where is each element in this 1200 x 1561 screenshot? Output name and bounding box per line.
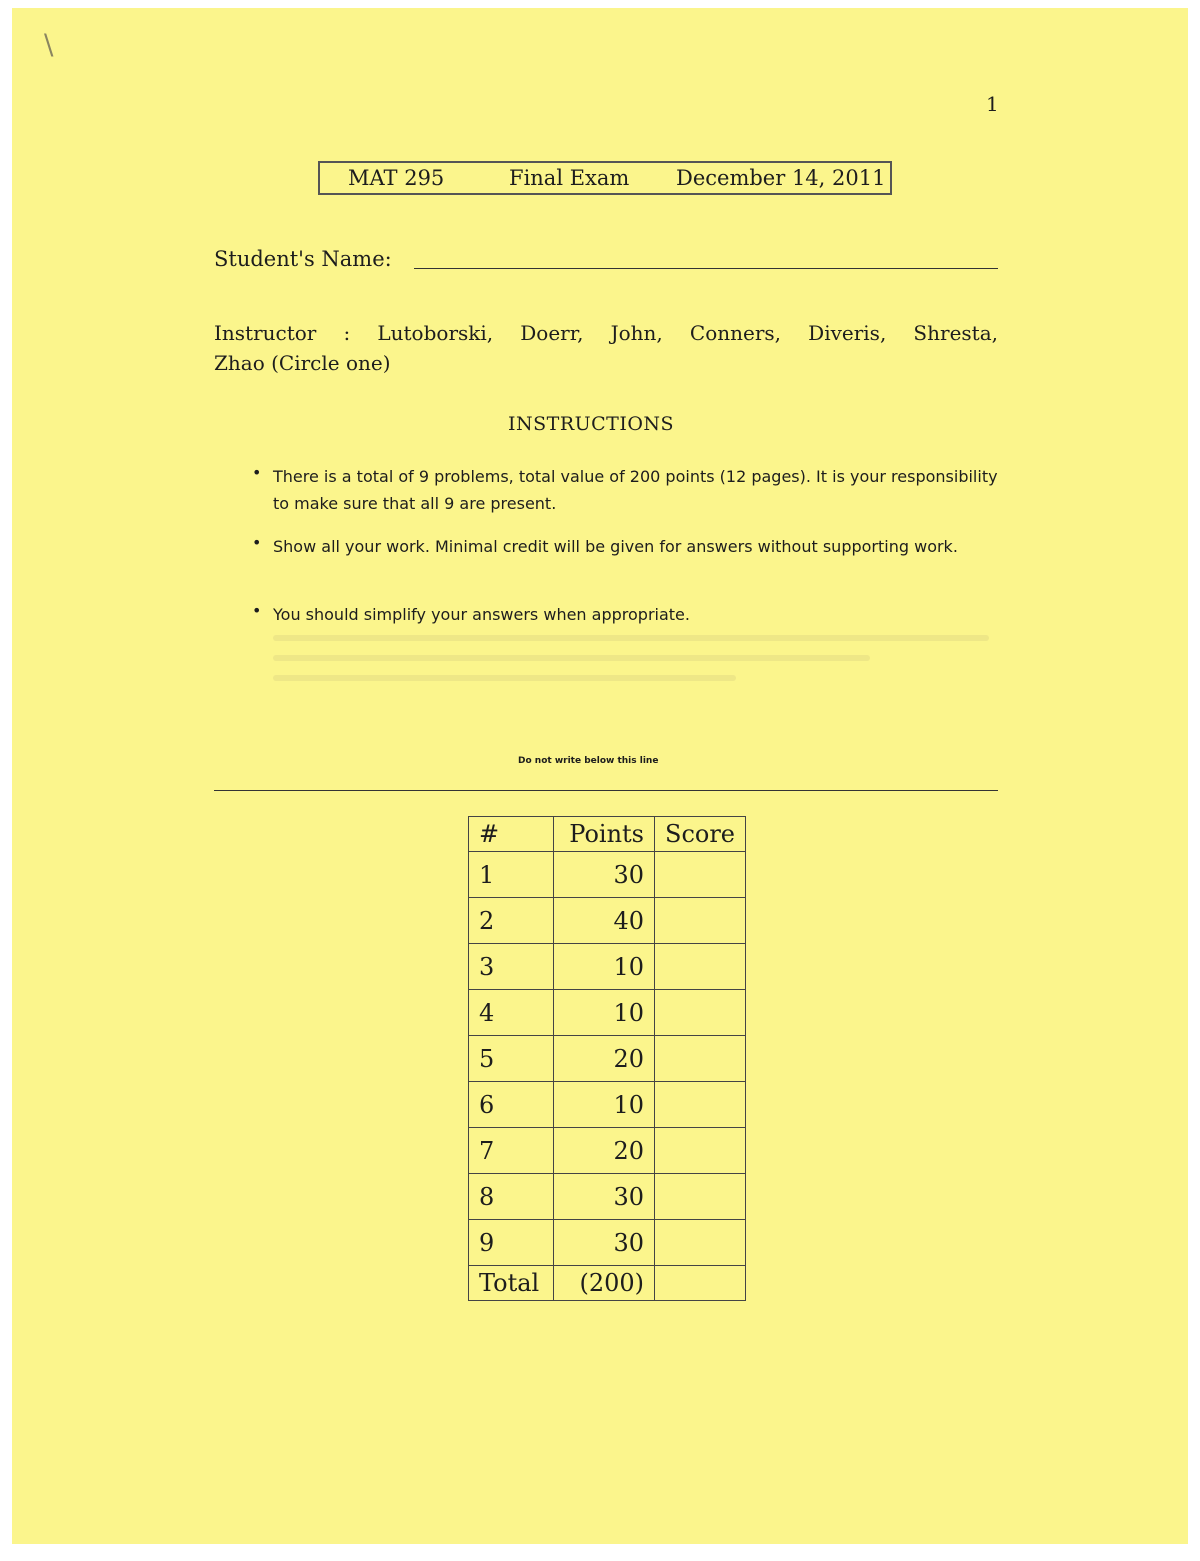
problem-score[interactable] [655,1082,746,1128]
erased-text-area [252,623,998,723]
problem-points: 10 [554,990,655,1036]
course-code: MAT 295 [348,166,445,190]
table-row-total [469,1266,746,1301]
problem-points: 30 [554,1174,655,1220]
header-score: Score [655,817,746,852]
problem-number: 2 [469,898,554,944]
bullet-icon: • [252,463,262,482]
do-not-write-note: Do not write below this line [518,756,659,766]
bullet-icon: • [252,533,262,552]
problem-number: 7 [469,1128,554,1174]
table-row [469,1036,746,1082]
table-row [469,944,746,990]
header-number: # [469,817,554,852]
problem-number: 1 [469,852,554,898]
header-points: Points [554,817,655,852]
problem-score[interactable] [655,944,746,990]
problem-points: 20 [554,1036,655,1082]
total-score[interactable] [655,1266,746,1301]
problem-number: 4 [469,990,554,1036]
bullet-icon: • [252,601,262,620]
problem-points: 20 [554,1128,655,1174]
exam-page: \ 1 MAT 295 Final Exam December 14, 2011 Student's Name: Instructor : Lutoborski, Doerr, John, Conners, Diveris, Shresta, Zhao (Circle one) INSTRUCTIONS • There is a total of 9 problems, total value of 200 points (12 pages). It is your responsibility to make sure that all 9 are present. • Show all your work. Minimal credit will be given for answers without supporting work. • You should simplify your answers when appropriate. Do not write below this line # Points Score 1 30 2 40 3 10 4 10 5 20 6 10 7 20 8 30 9 30 Total (200) [12,8,1188,1544]
table-row [469,852,746,898]
problem-score[interactable] [655,852,746,898]
problem-score[interactable] [655,1128,746,1174]
problem-number: 5 [469,1036,554,1082]
table-header-row [469,817,746,852]
problem-number: 3 [469,944,554,990]
table-row [469,1220,746,1266]
problem-score[interactable] [655,990,746,1036]
problem-number: 9 [469,1220,554,1266]
problem-score[interactable] [655,898,746,944]
score-table [468,816,746,1301]
table-row [469,1174,746,1220]
divider-line [214,790,998,791]
exam-date: December 14, 2011 [676,166,886,190]
instructor-line-1: Instructor : Lutoborski, Doerr, John, Conners, Diveris, Shresta, [214,321,998,345]
table-row [469,898,746,944]
scan-artifact: \ [44,28,54,61]
table-row [469,1128,746,1174]
problem-number: 8 [469,1174,554,1220]
total-points: (200) [554,1266,655,1301]
problem-score[interactable] [655,1220,746,1266]
problem-points: 10 [554,944,655,990]
table-row [469,990,746,1036]
problem-score[interactable] [655,1174,746,1220]
problem-points: 10 [554,1082,655,1128]
problem-points: 40 [554,898,655,944]
exam-name: Final Exam [509,166,630,190]
student-name-label: Student's Name: [214,247,392,271]
problem-points: 30 [554,1220,655,1266]
problem-points: 30 [554,852,655,898]
page-number: 1 [986,92,999,116]
problem-number: 6 [469,1082,554,1128]
table-row [469,1082,746,1128]
exam-title-box [318,161,892,195]
total-label: Total [469,1266,554,1301]
student-name-field[interactable] [414,268,998,269]
instructor-line-2: Zhao (Circle one) [214,351,391,375]
instructions-heading: INSTRUCTIONS [508,413,675,435]
problem-score[interactable] [655,1036,746,1082]
